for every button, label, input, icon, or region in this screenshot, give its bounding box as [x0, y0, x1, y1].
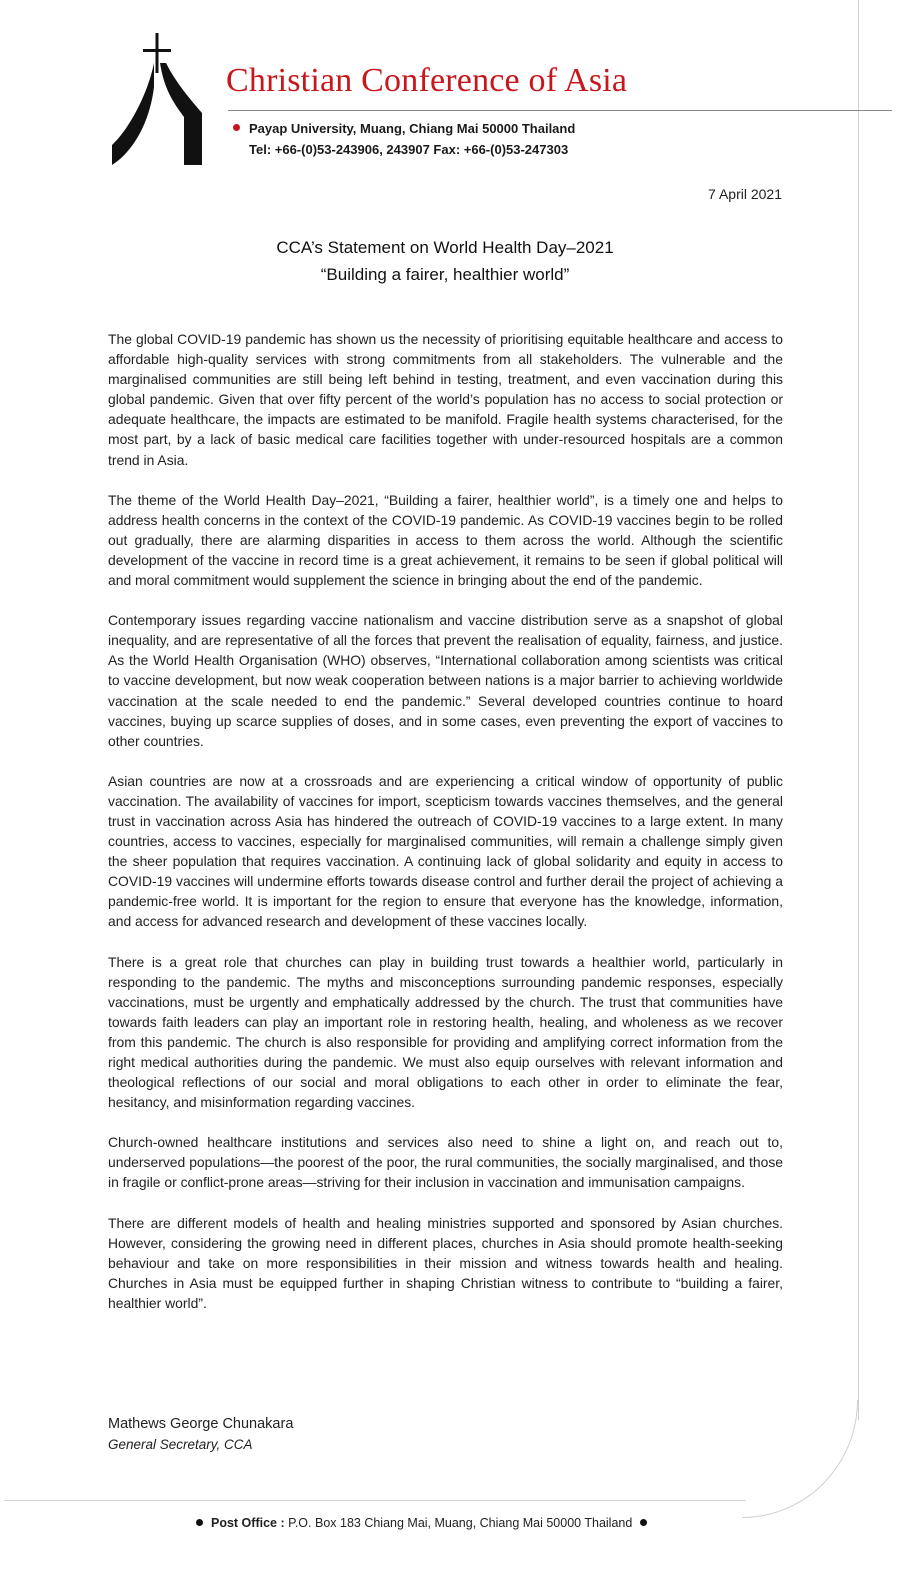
org-name: Christian Conference of Asia	[226, 62, 628, 99]
red-bullet-icon	[233, 124, 240, 131]
paragraph: There are different models of health and healing ministries supported and sponsored by Asian churches. However, considering the growing need in different places, churches in Asia should promote health-seeking behaviour and take on more responsibilities in their mission and witness towards health and healing. Churches in Asia must be equipped further in shaping Christian witness to contribute to “building a fairer, healthier world”.	[108, 1214, 783, 1311]
statement-body	[108, 329, 783, 1333]
statement-title	[0, 234, 890, 288]
title-line-2: “Building a fairer, healthier world”	[320, 265, 570, 284]
paragraph: Asian countries are now at a crossroads and are experiencing a critical window of opportunity of public vaccination. The availability of vaccines for import, scepticism towards vaccines themselves, and the general trust in vaccination across Asia has hindered the outreach of COVID-19 vaccines to a large extent. In many countries, access to vaccines, especially for marginalised communities, will remain a challenge simply given the sheer population that requires vaccination. A continuing lack of global solidarity and equity in access to COVID-19 vaccines will undermine efforts towards disease control and further derail the project of achieving a pandemic-free world. It is important for the region to ensure that everyone has the knowledge, information, and access for advanced research and development of these vaccines locally.	[108, 772, 783, 930]
header-divider	[228, 110, 892, 111]
address-line: Payap University, Muang, Chiang Mai 50000 Thailand	[249, 121, 576, 136]
signatory-name: Mathews George Chunakara	[108, 1416, 294, 1432]
footer-address-text: P.O. Box 183 Chiang Mai, Muang, Chiang Mai 50000 Thailand	[288, 1516, 633, 1530]
paragraph: The global COVID-19 pandemic has shown us the necessity of prioritising equitable healthcare and access to affordable high-quality services with strong commitments from all stakeholders. The vulnerable and the marginalised communities are still being left behind in testing, treatment, and even vaccination during this global pandemic. Given that over fifty percent of the world’s population has no access to social protection or adequate healthcare, the impacts are estimated to be manifold. Fragile health systems characterised, for the most part, by a lack of basic medical care facilities together with under-resourced hospitals are a common trend in Asia.	[108, 331, 783, 468]
signatory-role: General Secretary, CCA	[108, 1437, 253, 1452]
title-line-1: CCA’s Statement on World Health Day–2021	[276, 238, 614, 257]
paragraph: The theme of the World Health Day–2021, “Building a fairer, healthier world”, is a timely one and helps to address health concerns in the context of the COVID-19 pandemic. As COVID-19 vaccines begin to be rolled out gradually, there are alarming disparities in access to them across the world. Although the scientific development of the vaccine in record time is a great achievement, it remains to be seen if global political will and moral commitment would supplement the science in bringing about the end of the pandemic.	[108, 491, 783, 589]
paragraph: There is a great role that churches can play in building trust towards a healthier world, particularly in responding to the pandemic. The myths and misconceptions surrounding pandemic responses, especially vaccinations, must be urgently and emphatically addressed by the church. The trust that communities have towards faith leaders can play an important role in restoring health, healing, and wholeness as we recover from this pandemic. The church is also responsible for providing and amplifying correct information from the right medical authorities during the pandemic. We must also equip ourselves with relevant information and theological reflections of our social and moral obligations to each other in order to eliminate the fear, hesitancy, and misinformation regarding vaccines.	[108, 953, 783, 1111]
cross-logo-icon	[110, 33, 210, 165]
letter-date: 7 April 2021	[708, 186, 782, 202]
paragraph: Contemporary issues regarding vaccine nationalism and vaccine distribution serve as a snapshot of global inequality, and are representative of all the forces that prevent the realisation of equality, fairness, and justice. As the World Health Organisation (WHO) observes, “International collaboration among scientists was critical to vaccine development, but now weak cooperation between nations is a major barrier to achieving worldwide vaccination at the scale needed to end the pandemic.” Several developed countries continue to hoard vaccines, buying up scarce supplies of doses, and in some cases, even preventing the export of vaccines to other countries.	[108, 612, 783, 749]
page-curl-line	[742, 1400, 858, 1518]
footer-divider	[4, 1500, 746, 1501]
signature-block	[108, 1413, 293, 1455]
paragraph: Church-owned healthcare institutions and services also need to shine a light on, and reach out to, underserved populations—the poorest of the poor, the rural communities, the socially marginalised, and those in fragile or conflict-prone areas—striving for their inclusion in vaccination and immunisation campaigns.	[108, 1134, 783, 1191]
footer-address	[196, 1516, 647, 1530]
contact-line: Tel: +66-(0)53-243906, 243907 Fax: +66-(0)53-247303	[249, 142, 569, 157]
bullet-icon	[640, 1519, 647, 1526]
bullet-icon	[196, 1519, 203, 1526]
page-edge-line	[858, 0, 859, 1420]
footer-label: Post Office :	[211, 1516, 285, 1530]
